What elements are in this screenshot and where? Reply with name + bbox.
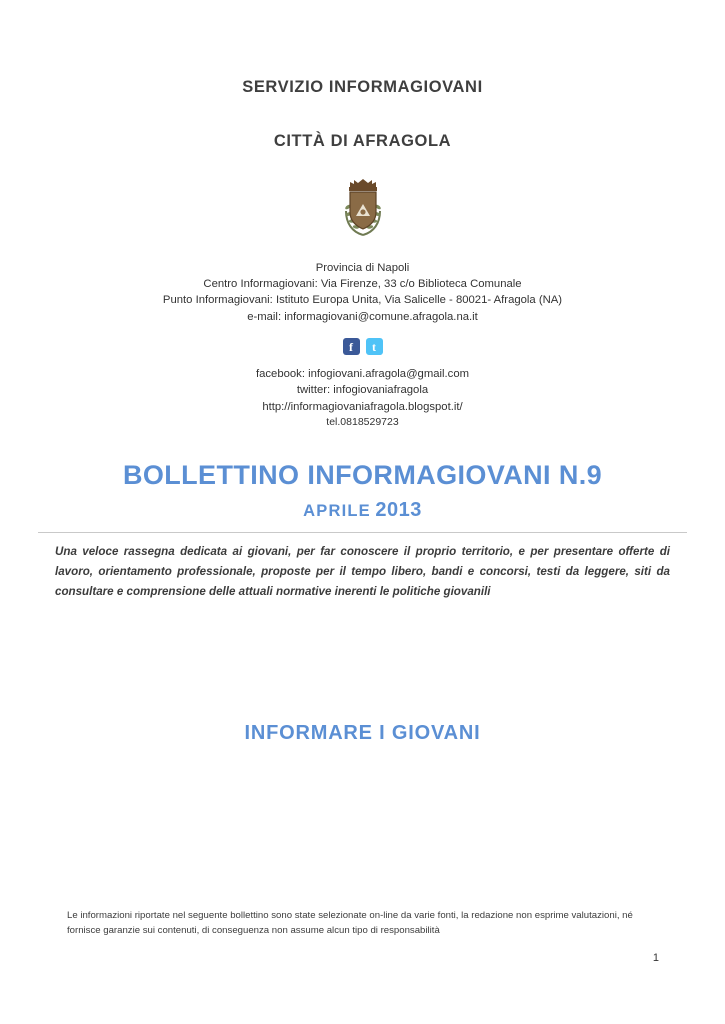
abstract-text: Una veloce rassegna dedicata ai giovani, per far conoscere il proprio territorio, e per presentare offerte di lavoro, orientamento professionale, proposte per il tempo libero, bandi e concorsi, testi da leggere, siti da consultare e comprensione delle attuali normative inerenti le politiche giovanili — [55, 545, 670, 599]
blog-link[interactable]: http://informagiovaniafragola.blogspot.it/ — [262, 400, 463, 413]
address-line-2: Centro Informagiovani: Via Firenze, 33 c/o Biblioteca Comunale — [203, 277, 522, 290]
facebook-link[interactable]: facebook: infogiovani.afragola@gmail.com — [255, 368, 470, 381]
social-row — [0, 338, 725, 355]
footnote-disclaimer: Le informazioni riportate nel seguente bollettino sono state selezionate on-line da varie fonti, la redazione non esprime valutazioni, né fornisce garanzie sui contenuti, di conseguenza non assume alcun tipo di responsabilità — [67, 910, 633, 937]
page-number: 1 — [652, 952, 659, 964]
facebook-icon[interactable]: f — [343, 338, 360, 355]
telephone: tel.0818529723 — [326, 416, 399, 429]
bulletin-year: 2013 — [375, 499, 422, 522]
twitter-link[interactable]: twitter: infogiovaniafragola — [296, 384, 429, 397]
address-email: e-mail: informagiovani@comune.afragola.na.it — [247, 310, 478, 323]
bulletin-subtitle — [0, 499, 725, 522]
crest-wrap — [0, 178, 725, 238]
address-line-1: Provincia di Napoli — [315, 261, 410, 274]
section-title: INFORMARE I GIOVANI — [244, 722, 481, 745]
service-title: SERVIZIO INFORMAGIOVANI — [242, 78, 483, 96]
bulletin-title: BOLLETTINO INFORMAGIOVANI N.9 — [122, 460, 603, 491]
address-block — [0, 260, 725, 326]
bulletin-month: APRILE — [303, 502, 371, 521]
document-header — [0, 0, 725, 238]
city-title: CITTÀ DI AFRAGOLA — [273, 131, 452, 150]
twitter-icon[interactable]: t — [366, 338, 383, 355]
crest-icon — [340, 178, 386, 238]
horizontal-divider — [38, 532, 687, 533]
links-block — [0, 366, 725, 430]
address-line-3: Punto Informagiovani: Istituto Europa Unita, Via Salicelle - 80021- Afragola (NA) — [162, 294, 563, 307]
